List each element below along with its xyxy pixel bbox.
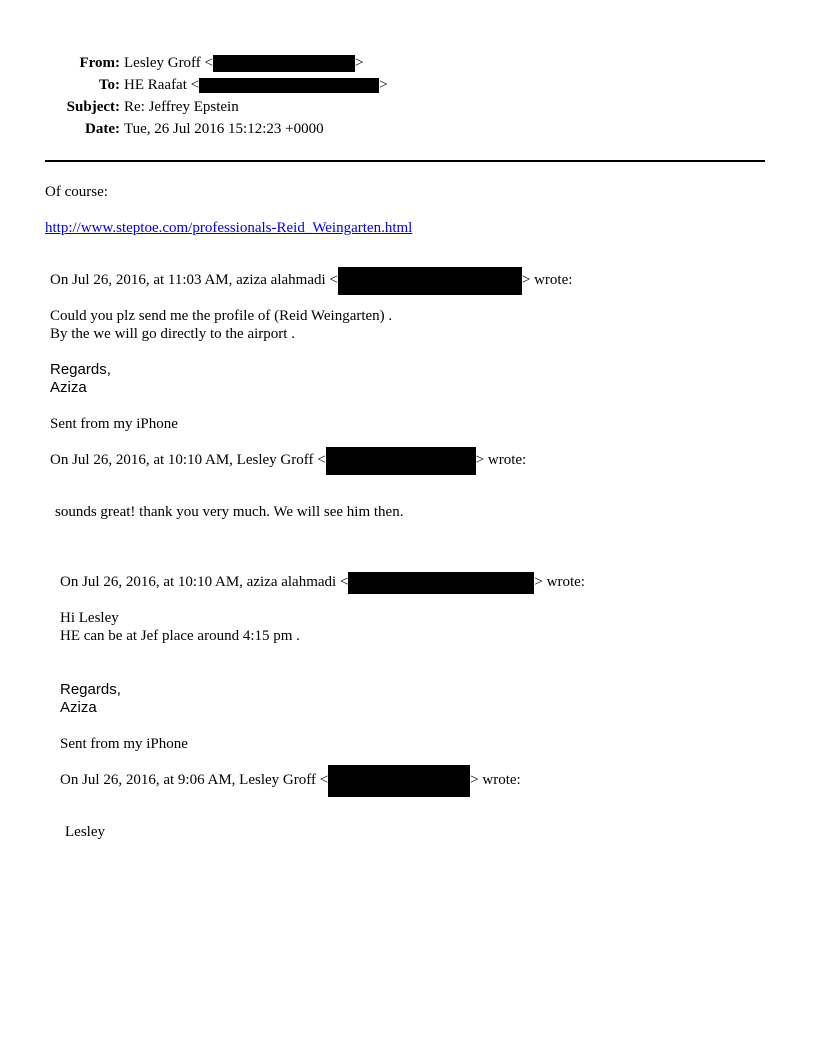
msg1-attribution [50,271,572,289]
msg3-attribution-pre: On Jul 26, 2016, at 10:10 AM, aziza alahmadi < [60,574,349,590]
from-label: From: [79,55,120,71]
msg2-attribution-post: > wrote: [475,452,527,468]
to-value [124,76,388,94]
profile-link[interactable]: http://www.steptoe.com/professionals-Reid_Weingarten.html [45,220,413,236]
msg3-attribution [60,573,585,591]
to-label: To: [98,77,120,93]
msg4-attribution-pre: On Jul 26, 2016, at 9:06 AM, Lesley Groff < [60,772,329,788]
msg1-line2: By the we will go directly to the airport . [50,326,295,342]
msg2-line1: sounds great! thank you very much. We will see him then. [55,504,404,520]
from-value [124,54,363,72]
to-close: > [379,77,388,93]
date-label: Date: [85,121,120,137]
subject-label: Subject: [66,99,120,115]
header-divider [45,160,765,162]
msg3-line1: Hi Lesley [60,610,119,626]
redaction-box [348,572,534,594]
redaction-box [338,267,522,295]
intro-text: Of course: [45,184,108,200]
msg1-attribution-post: > wrote: [521,272,573,288]
msg3-sent: Sent from my iPhone [60,736,188,752]
msg4-attribution-post: > wrote: [470,772,521,788]
msg1-sent: Sent from my iPhone [50,416,178,432]
msg1-regards: Regards, [50,361,111,378]
redaction-box [213,55,355,72]
msg3-regards: Regards, [60,681,121,698]
msg1-line1: Could you plz send me the profile of (Reid Weingarten) . [50,308,393,324]
date-value: Tue, 26 Jul 2016 15:12:23 +0000 [124,121,324,137]
from-name: Lesley Groff < [124,55,213,71]
to-name: HE Raafat < [124,77,200,93]
redaction-box [328,765,470,797]
msg2-attribution [50,451,526,469]
subject-value: Re: Jeffrey Epstein [124,99,239,115]
msg3-line2: HE can be at Jef place around 4:15 pm . [60,628,300,644]
msg4-line1: Lesley [65,824,105,840]
msg1-signature: Aziza [50,379,87,396]
msg3-signature: Aziza [60,699,97,716]
msg3-attribution-post: > wrote: [534,574,585,590]
msg2-attribution-pre: On Jul 26, 2016, at 10:10 AM, Lesley Groff < [50,452,326,468]
from-close: > [355,55,364,71]
msg1-attribution-pre: On Jul 26, 2016, at 11:03 AM, aziza alahmadi < [50,272,338,288]
redaction-box [326,447,476,475]
msg4-attribution [60,771,521,789]
redaction-box [199,78,379,93]
